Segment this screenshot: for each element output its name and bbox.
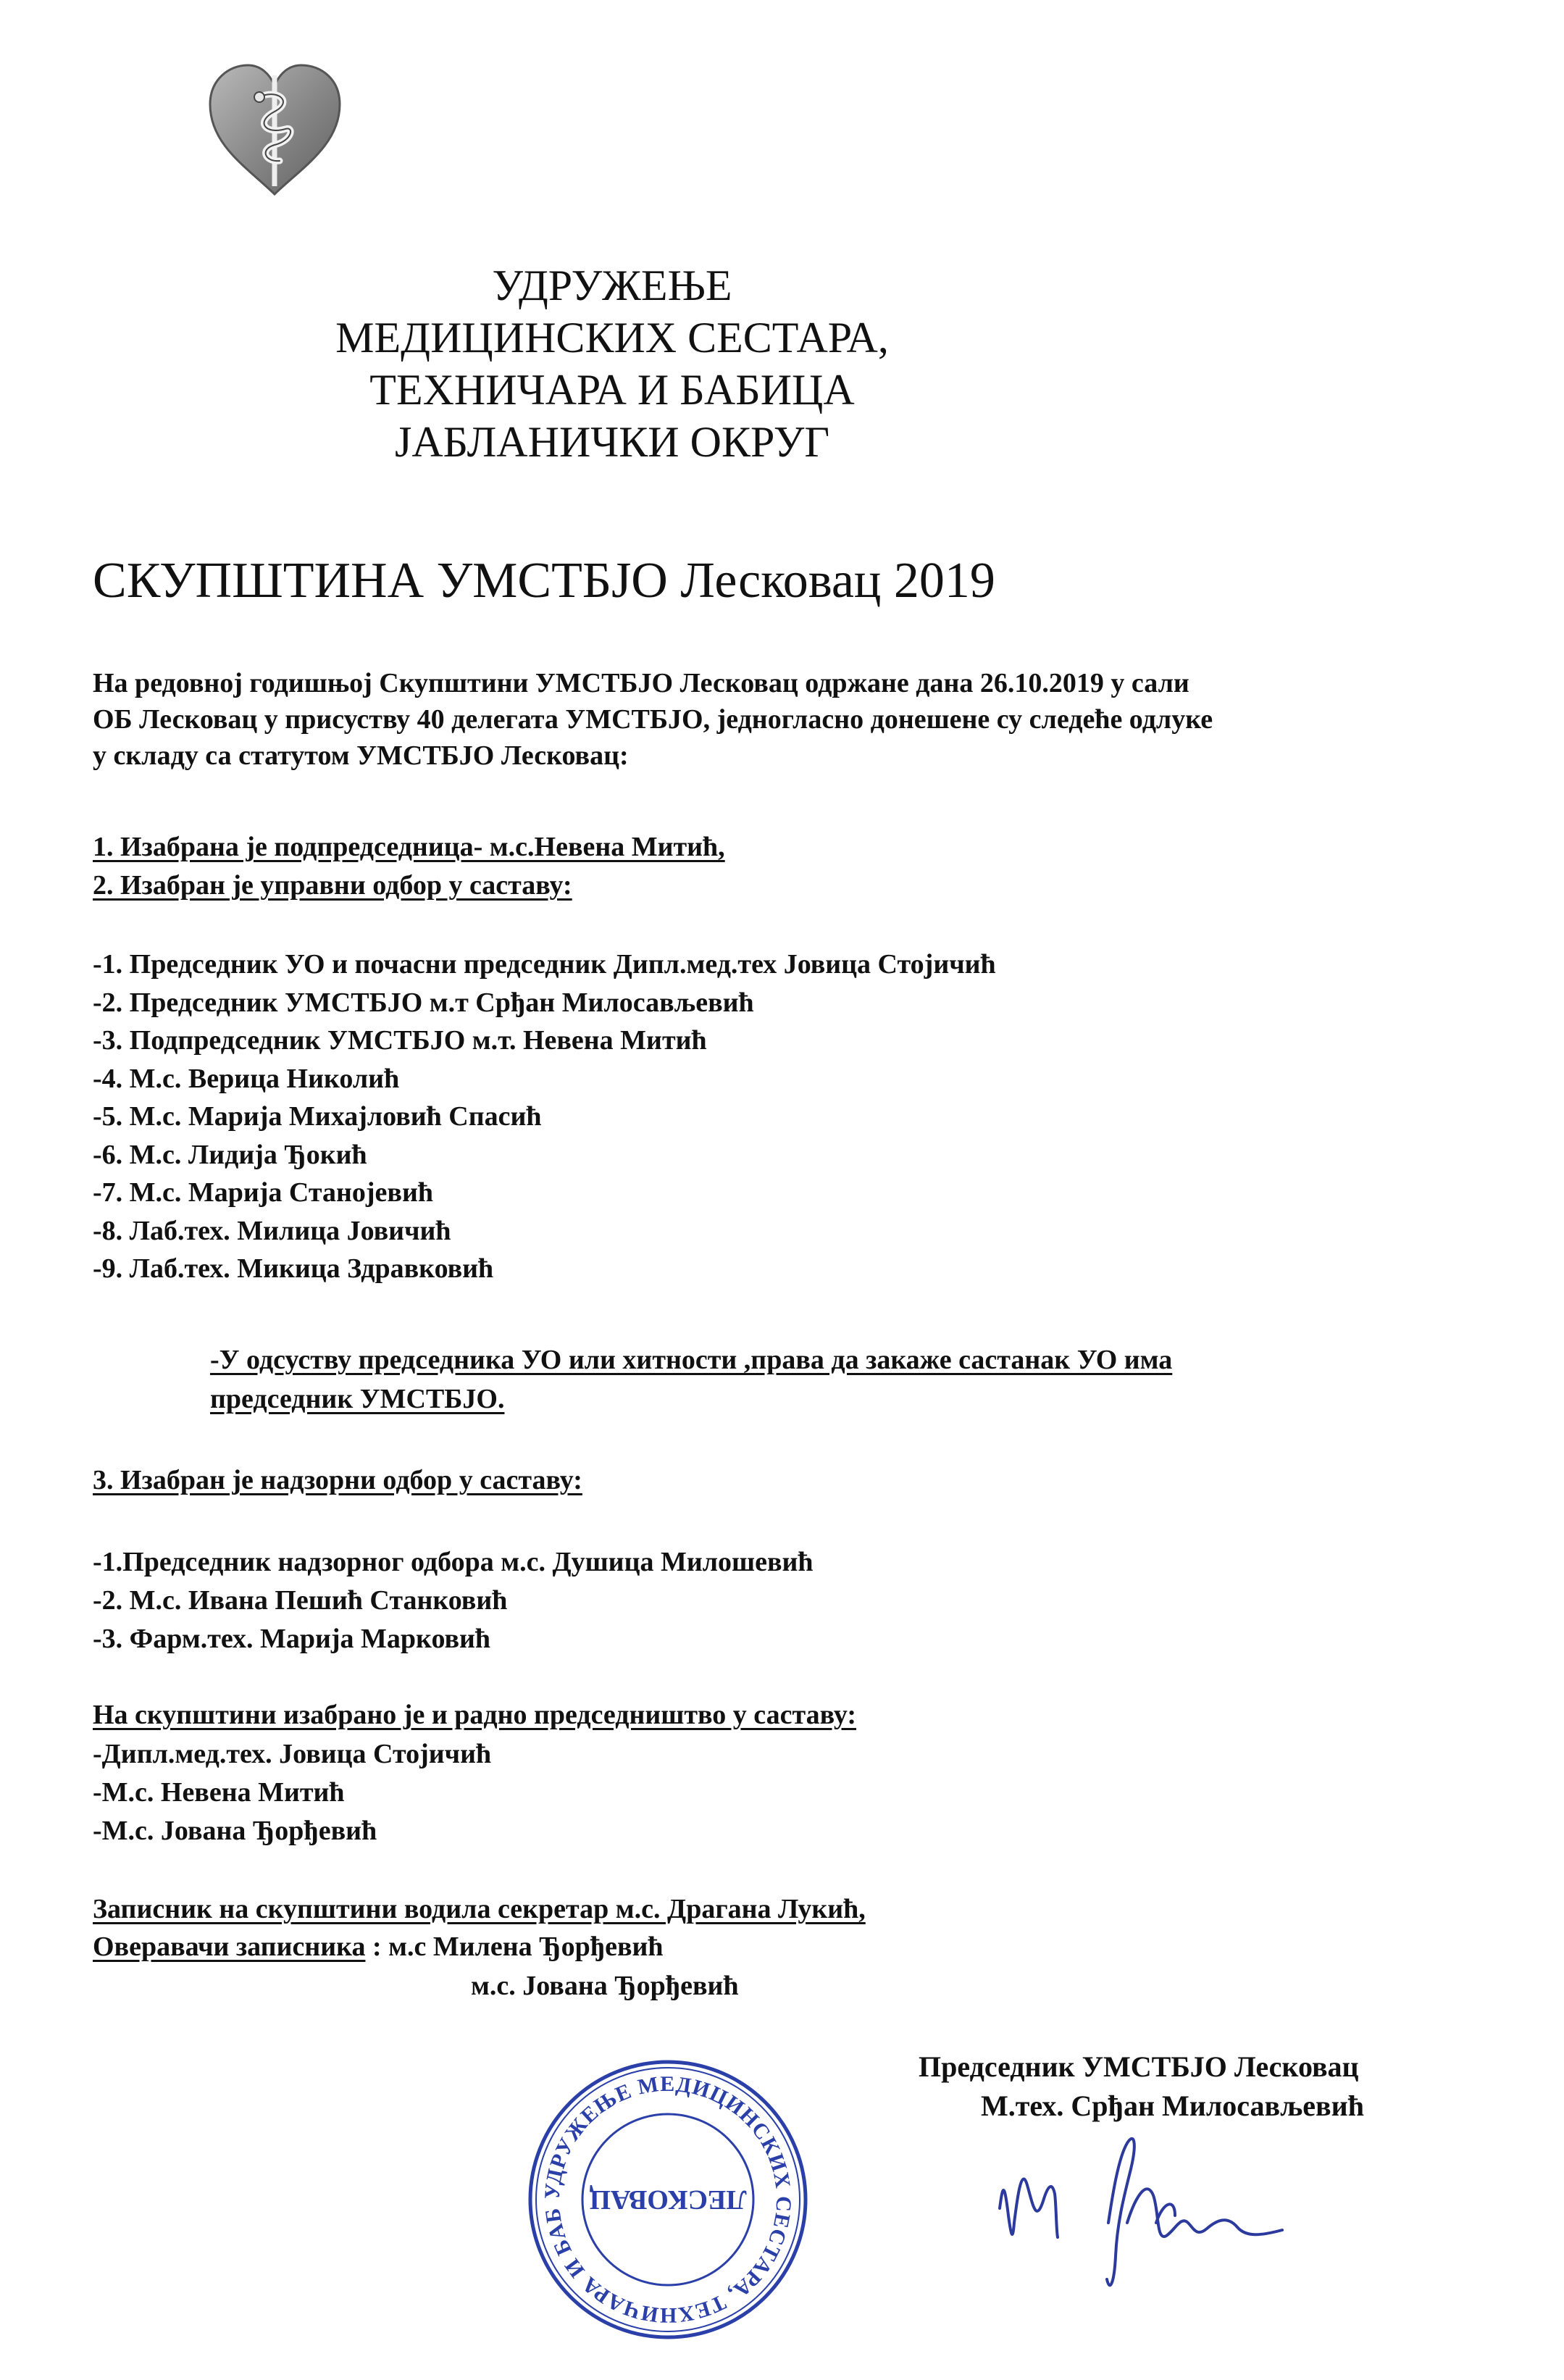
management-board-list: [93, 945, 996, 1288]
organization-heading: [0, 259, 1224, 468]
supervisory-board-heading: [93, 1462, 582, 1498]
list-item: -2. Председник УМСТБЈО м.т Срђан Милосављевић: [93, 987, 754, 1018]
association-logo: [204, 59, 346, 197]
intro-paragraph: [93, 665, 1213, 774]
org-line-2: МЕДИЦИНСКИХ СЕСТАРА,: [335, 314, 889, 362]
presidency-heading: [93, 1697, 856, 1733]
list-item: -5. М.с. Марија Михајловић Спасић: [93, 1101, 542, 1132]
intro-line-1: На редовној годишњој Скупштини УМСТБЈО Лесковац одржане дана 26.10.2019 у сали: [93, 668, 1189, 698]
list-item: -7. М.с. Марија Станојевић: [93, 1177, 433, 1208]
decision-management-board: [93, 867, 572, 903]
list-item: -8. Лаб.тех. Милица Јовичић: [93, 1215, 451, 1246]
presidency-heading-text: На скупштини изабрано је и радно председништво у саставу:: [93, 1700, 856, 1730]
list-item: -6. М.с. Лидија Ђокић: [93, 1139, 367, 1170]
absence-note-line-2: председник УМСТБЈО.: [210, 1384, 505, 1414]
list-item: -1.Председник надзорног одбора м.с. Душица Милошевић: [93, 1547, 814, 1577]
org-line-1: УДРУЖЕЊЕ: [492, 262, 732, 309]
list-item: -3. Фарм.тех. Марија Марковић: [93, 1624, 491, 1654]
supervisory-board-list: [93, 1543, 814, 1658]
intro-line-3: у складу са статутом УМСТБЈО Лесковац:: [93, 740, 629, 771]
intro-line-2: ОБ Лесковац у присуству 40 делегата УМСТБЈО, једногласно донешене су следеће одлуке: [93, 704, 1213, 735]
list-item: -М.с. Јована Ђорђевић: [93, 1816, 377, 1846]
decision-1-text: 1. Изабрана је подпредседница- м.с.Невена Митић,: [93, 832, 725, 862]
list-item: -4. М.с. Верица Николић: [93, 1063, 400, 1094]
minutes-keeper-text: Записник на скупштини водила секретар м.с. Драгана Лукић,: [93, 1894, 866, 1924]
caduceus-heart-icon: [204, 59, 346, 197]
list-item: -1. Председник УО и почасни председник Дипл.мед.тех Јовица Стојичић: [93, 949, 996, 980]
verifier-second: м.с. Јована Ђорђевић: [471, 1971, 739, 2001]
list-item: -9. Лаб.тех. Микица Здравковић: [93, 1253, 494, 1284]
list-item: -2. М.с. Ивана Пешић Станковић: [93, 1585, 508, 1616]
seal-stamp-icon: [523, 2055, 813, 2344]
org-line-3: ТЕХНИЧАРА И БАБИЦА: [369, 366, 855, 414]
verifier-first: : м.с Милена Ђорђевић: [365, 1932, 664, 1962]
seal-center-text: ЛЕСКОВАЦ: [589, 2184, 747, 2215]
org-line-4: ЈАБЛАНИЧКИ ОКРУГ: [394, 418, 830, 466]
supervisory-heading-text: 3. Изабран је надзорни одбор у саставу:: [93, 1465, 582, 1495]
verifiers-label: Оверавачи записника: [93, 1932, 366, 1962]
handwritten-signature: [985, 2114, 1297, 2302]
official-seal: [523, 2055, 813, 2344]
absence-note: [210, 1340, 1172, 1419]
list-item: -3. Подпредседник УМСТБЈО м.т. Невена Митић: [93, 1025, 707, 1056]
seal-ring-text: УДРУЖЕЊЕ МЕДИЦИНСКИХ СЕСТАРА, ТЕХНИЧАРА И БАБ: [540, 2071, 796, 2328]
document-title: СКУПШТИНА УМСТБЈО Лесковац 2019: [93, 553, 995, 609]
list-item: -Дипл.мед.тех. Јовица Стојичић: [93, 1739, 492, 1769]
minutes-verifiers: [93, 1929, 664, 1965]
decision-vice-president: [93, 829, 725, 865]
signatory-name: М.тех. Срђан Милосављевић: [981, 2089, 1364, 2122]
signature-icon: [985, 2114, 1297, 2302]
signatory-title: Председник УМСТБЈО Лесковац: [919, 2050, 1359, 2083]
decision-2-text: 2. Изабран је управни одбор у саставу:: [93, 870, 572, 901]
list-item: -М.с. Невена Митић: [93, 1777, 345, 1808]
minutes-keeper: [93, 1891, 866, 1927]
absence-note-line-1: -У одсуству председника УО или хитности ,права да закаже састанак УО има: [210, 1345, 1173, 1375]
presidency-list: [93, 1735, 491, 1850]
